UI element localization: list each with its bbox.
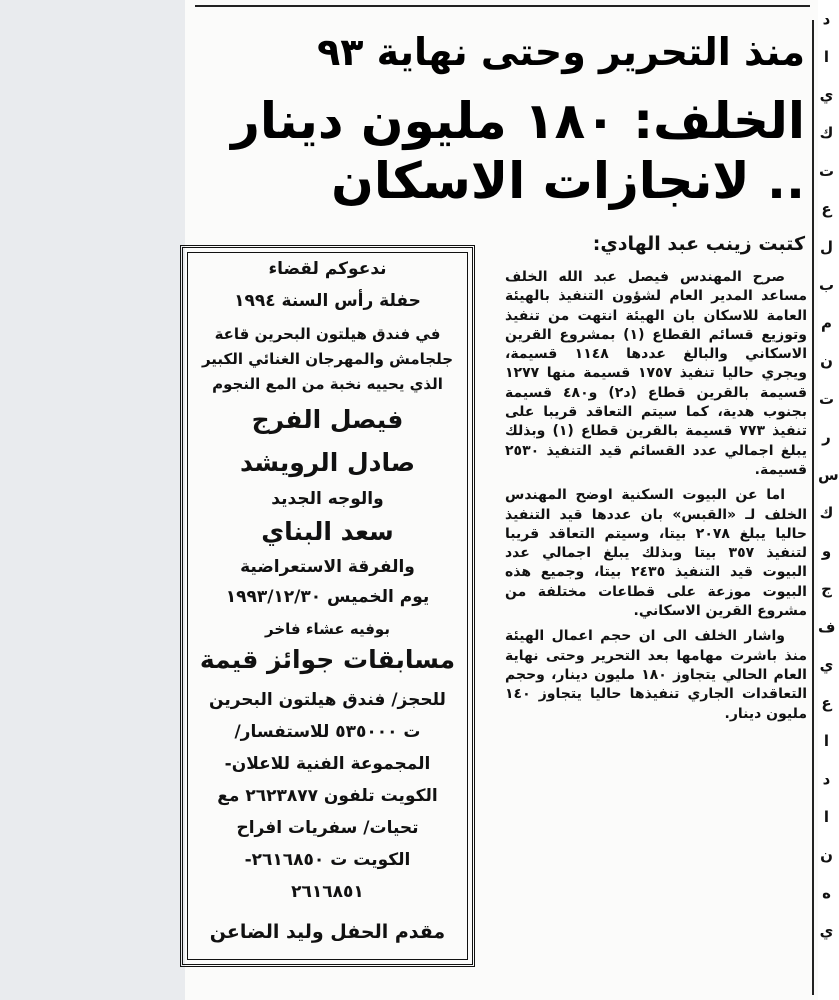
fragment: ي	[819, 656, 834, 674]
fragment: ي	[819, 922, 834, 940]
fragment: د	[822, 770, 831, 788]
column-rule	[812, 20, 814, 995]
byline: كتبت زينب عبد الهادي:	[592, 233, 805, 255]
ad-line: المجموعة الفنية للاعلان-	[224, 754, 431, 774]
ad-booking: للحجز/ فندق هيلتون البحرين	[209, 690, 446, 710]
top-rule	[195, 5, 810, 7]
article-paragraph: واشار الخلف الى ان حجم اعمال الهيئة منذ باشرت مهامها بعد التحرير وحتى نهاية العام الحالي يتجاوز ١٨٠ مليون دينار، وحجم التعاقدات الجاري تنفيذها حاليا يتجاوز ١٤٠ مليون دينار.	[505, 628, 807, 722]
ad-line: ندعوكم لقضاء	[268, 259, 387, 279]
fragment: ع	[821, 200, 832, 218]
fragment: د	[822, 10, 831, 28]
article-paragraph: صرح المهندس فيصل عبد الله الخلف مساعد المدير العام لشؤون التنفيذ بالهيئة العامة للاسكان بان الهيئة انتهت من تنفيذ وتوزيع قسائم القطاع (١) بمشروع القرين الاسكاني والبالغ عددها ١١٤٨ قسيمة، ويجري حاليا تنفيذ ١٧٥٧ قسيمة منها ١٢٧٧ قسيمة بالقرين قطاع (د٢) و٤٨٠ قسيمة بجنوب هدية، كما سيتم التعاقد قريبا على تنفيذ ٧٧٣ قسيمة بالقرين قطاع (١) وبذلك يبلغ اجمالي عدد القسائم قيد التنفيذ ٢٥٣٠ قسيمة.	[505, 269, 807, 478]
fragment: ي	[819, 86, 834, 104]
fragment: ت	[818, 390, 835, 408]
ad-prizes: مسابقات جوائز قيمة	[199, 645, 456, 674]
fragment: ا	[823, 808, 830, 826]
fragment: ا	[823, 48, 830, 66]
article-body	[505, 268, 807, 730]
fragment: ن	[820, 846, 833, 864]
headline-kicker: منذ التحرير وحتى نهاية ٩٣	[317, 30, 805, 74]
ad-singer-name: صادل الرويشد	[239, 448, 416, 477]
ad-phone: الكويت تلفون ٢٦٢٣٨٧٧ مع	[217, 786, 438, 806]
fragment: ن	[820, 352, 833, 370]
fragment: ب	[818, 276, 835, 294]
ad-phone: ت ٥٣٥٠٠٠ للاستفسار/	[234, 722, 421, 742]
advertisement-box	[180, 245, 475, 967]
fragment: م	[821, 314, 832, 332]
fragment: ت	[818, 162, 835, 180]
fragment: ا	[823, 732, 830, 750]
fragment: ه	[822, 884, 831, 902]
adjacent-column-fragment	[818, 0, 839, 1000]
fragment: و	[821, 542, 832, 560]
fragment: ك	[819, 504, 834, 522]
fragment: ف	[818, 618, 836, 636]
ad-line: والوجه الجديد	[271, 489, 384, 509]
advertisement-inner-frame	[187, 252, 468, 960]
fragment: ل	[819, 238, 833, 256]
headline-sub: .. لانجازات الاسكان	[331, 152, 805, 210]
ad-line: جلجامش والمهرجان الغنائي الكبير	[201, 350, 454, 368]
ad-host: مقدم الحفل وليد الضاعن	[209, 921, 446, 943]
fragment: ر	[822, 428, 831, 446]
headline-main: الخلف: ١٨٠ مليون دينار	[231, 92, 805, 150]
ad-event-date: يوم الخميس ١٩٩٣/١٢/٣٠	[225, 587, 430, 607]
article-paragraph: اما عن البيوت السكنية اوضح المهندس الخلف لـ «القبس» بان عددها قيد التنفيذ حاليا يبلغ ٢٠٧٨ بيتا، وسيتم التعاقد قريبا لتنفيذ ٣٥٧ بيتا وبذلك يبلغ اجمالي عدد البيوت قيد التنفيذ ٢٤٣٥ بيتا، وجميع هذه البيوت موزعة على قطاعات مختلفة من مشروع القرين الاسكاني.	[505, 487, 807, 620]
ad-line: والفرقة الاستعراضية	[240, 557, 415, 577]
ad-phone: ٢٦١٦٨٥١	[291, 882, 364, 902]
ad-line: تحيات/ سفريات افراح	[236, 818, 419, 838]
ad-line: حفلة رأس السنة ١٩٩٤	[234, 291, 421, 311]
ad-line: الذي يحييه نخبة من المع النجوم	[212, 375, 443, 393]
fragment: ك	[819, 124, 834, 142]
ad-phone: الكويت ت ٢٦١٦٨٥٠-	[244, 850, 411, 870]
fragment: ج	[821, 580, 832, 598]
fragment: س	[818, 466, 839, 484]
ad-line: بوفيه عشاء فاخر	[265, 620, 390, 638]
ad-singer-name: فيصل الفرج	[251, 405, 404, 434]
ad-line: في فندق هيلتون البحرين قاعة	[214, 325, 441, 343]
fragment: ع	[821, 694, 832, 712]
left-margin	[0, 0, 185, 1000]
ad-singer-name: سعد البناي	[261, 517, 394, 546]
